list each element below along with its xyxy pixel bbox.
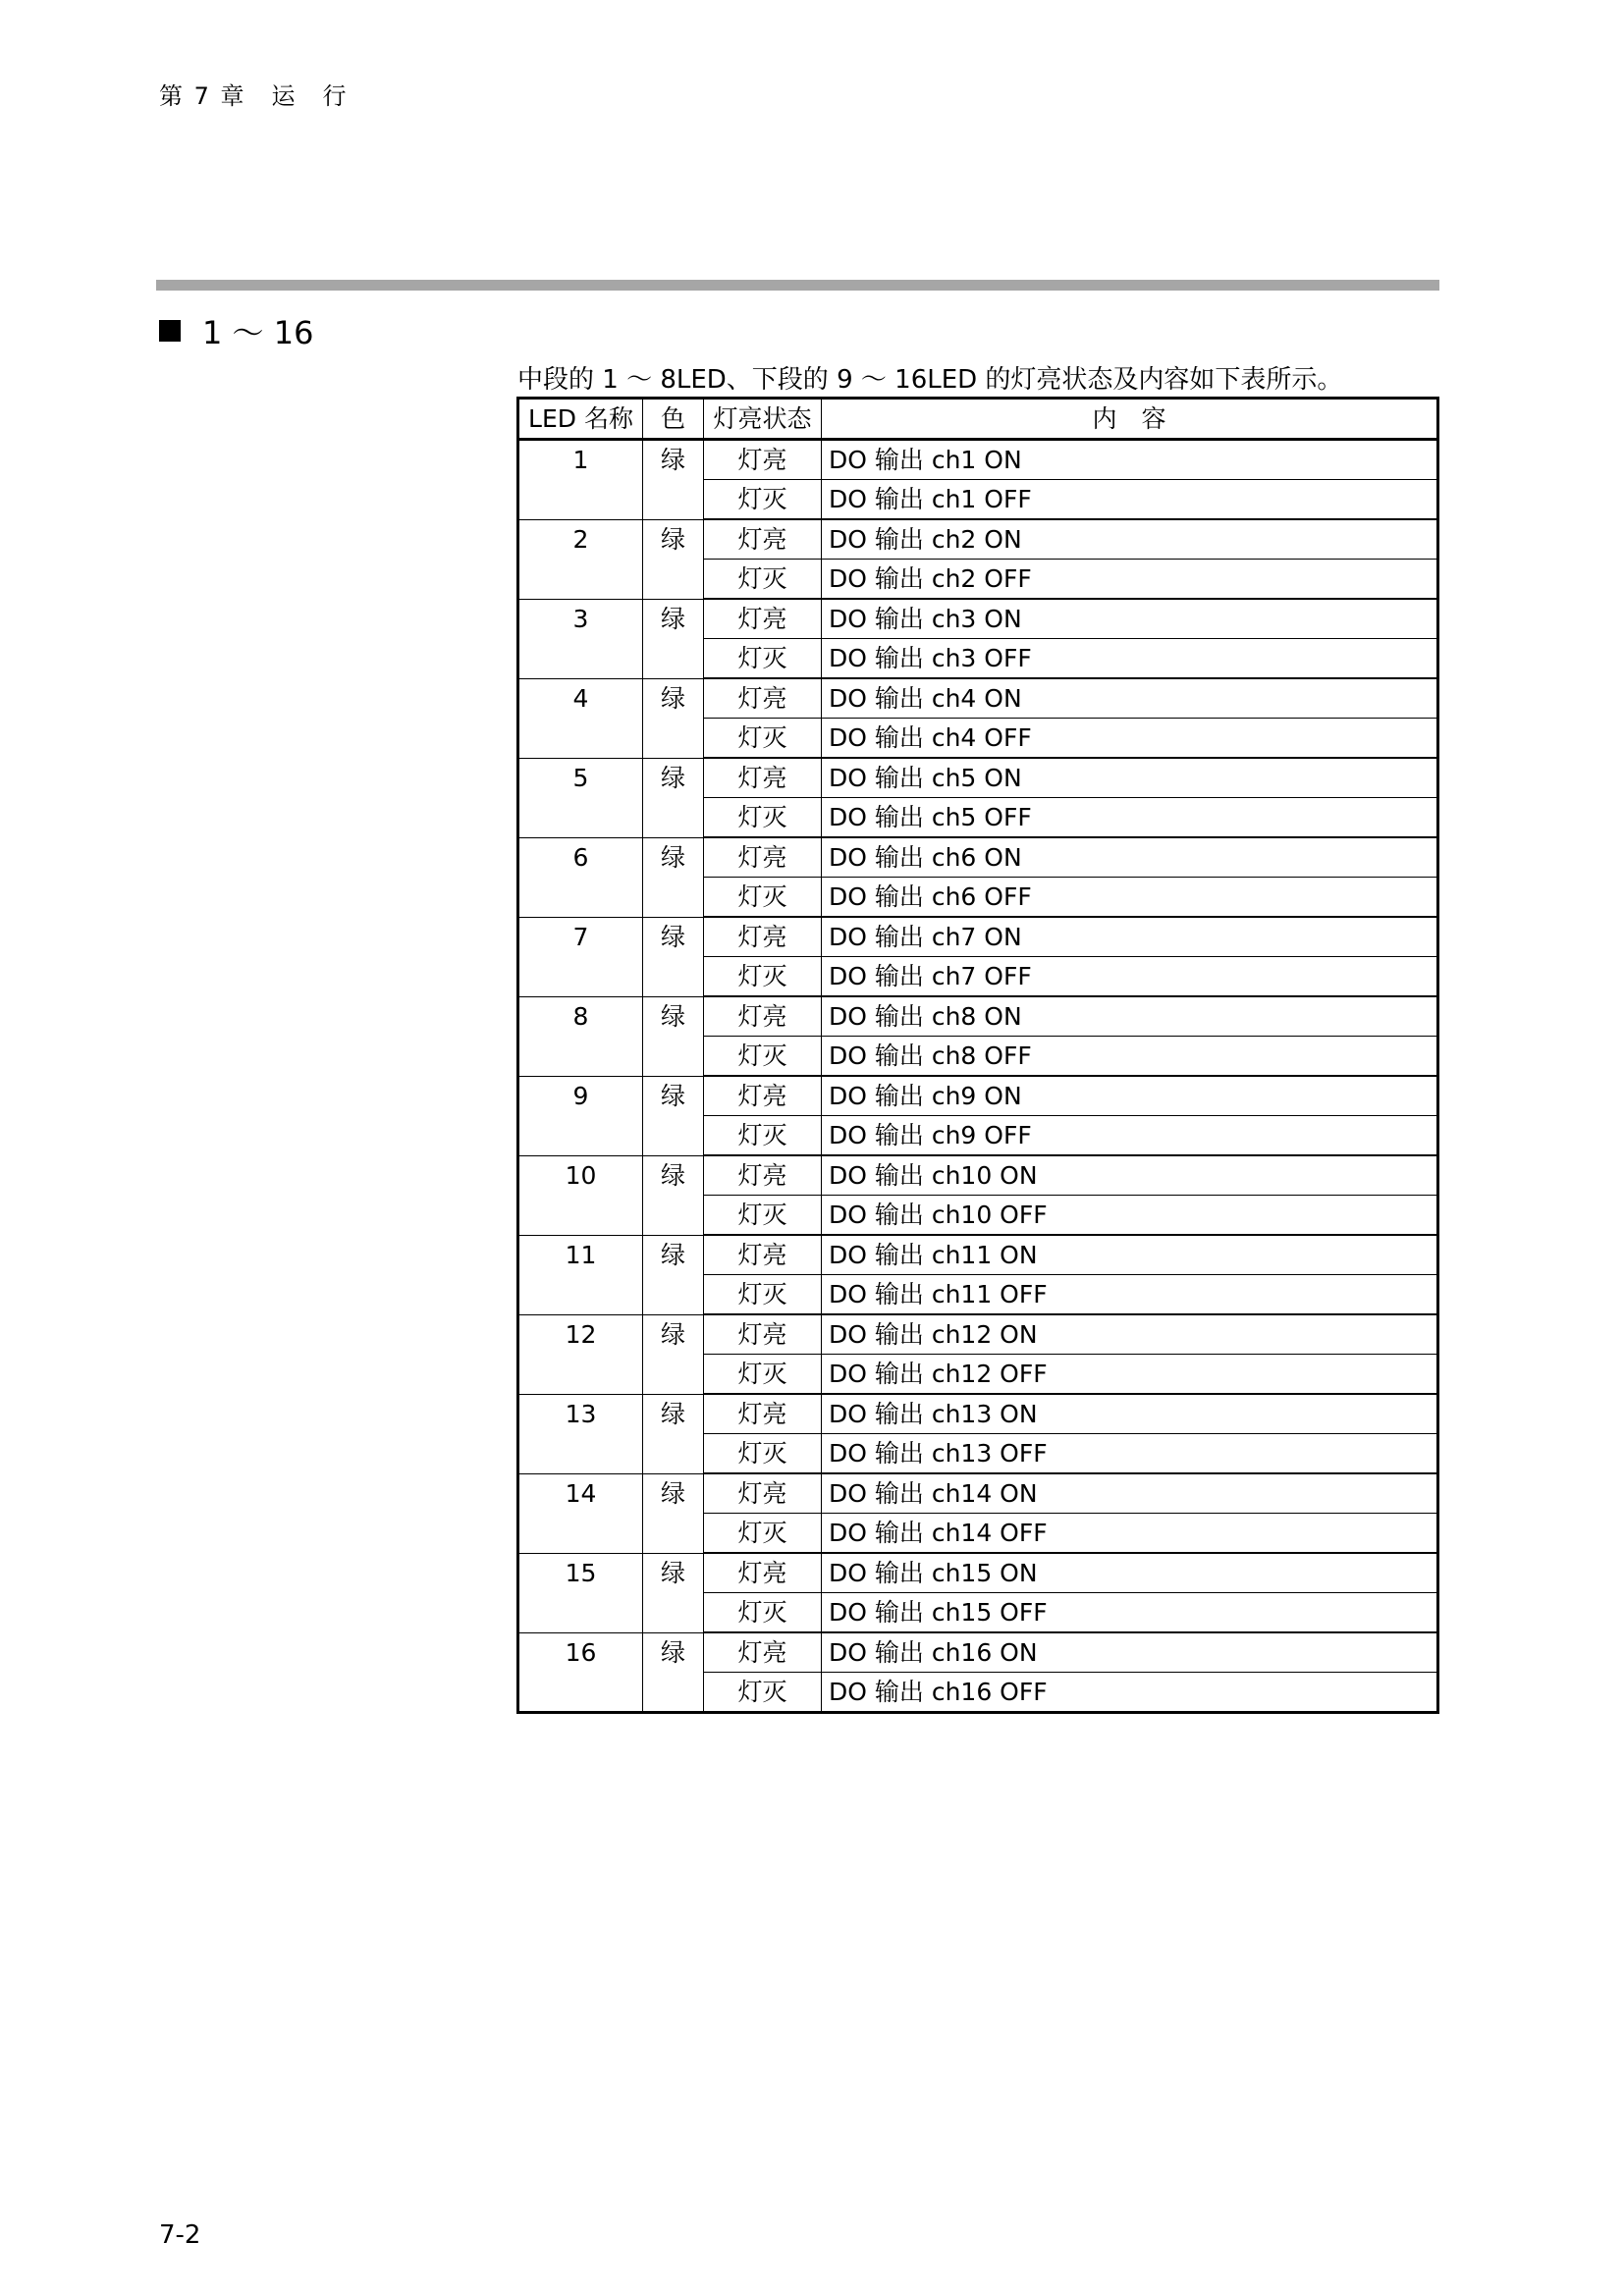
table-row [518,1473,1438,1514]
content-cell: DO 输出 ch5 OFF [822,798,1438,838]
state-cell: 灯亮 [704,1394,822,1434]
state-cell: 灯灭 [704,1434,822,1474]
content-cell: DO 输出 ch2 OFF [822,560,1438,600]
state-cell: 灯亮 [704,1632,822,1673]
content-cell: DO 输出 ch10 OFF [822,1196,1438,1236]
state-cell: 灯亮 [704,519,822,560]
state-cell: 灯亮 [704,1235,822,1275]
led-color-cell: 绿 [643,678,704,758]
header-content: 内 容 [822,399,1438,440]
section-title: 1 ～ 16 [202,314,314,351]
state-cell: 灯亮 [704,1314,822,1355]
state-cell: 灯灭 [704,957,822,997]
content-cell: DO 输出 ch7 ON [822,917,1438,957]
state-cell: 灯亮 [704,1076,822,1116]
state-cell: 灯灭 [704,798,822,838]
content-cell: DO 输出 ch7 OFF [822,957,1438,997]
content-cell: DO 输出 ch4 OFF [822,719,1438,759]
state-cell: 灯亮 [704,996,822,1037]
content-cell: DO 输出 ch3 OFF [822,639,1438,679]
content-cell: DO 输出 ch4 ON [822,678,1438,719]
content-cell: DO 输出 ch12 ON [822,1314,1438,1355]
square-bullet-icon [159,320,181,342]
content-cell: DO 输出 ch10 ON [822,1155,1438,1196]
led-name-cell: 11 [518,1235,643,1314]
state-cell: 灯灭 [704,1673,822,1713]
led-name-cell: 9 [518,1076,643,1155]
content-cell: DO 输出 ch1 OFF [822,480,1438,520]
led-color-cell: 绿 [643,1394,704,1473]
table-row [518,1632,1438,1673]
state-cell: 灯亮 [704,440,822,480]
state-cell: 灯灭 [704,560,822,600]
content-cell: DO 输出 ch12 OFF [822,1355,1438,1395]
led-status-table [516,397,1439,1714]
led-color-cell: 绿 [643,1632,704,1713]
state-cell: 灯亮 [704,1473,822,1514]
led-name-cell: 8 [518,996,643,1076]
led-color-cell: 绿 [643,758,704,837]
table-row [518,1394,1438,1434]
led-name-cell: 16 [518,1632,643,1713]
state-cell: 灯灭 [704,1037,822,1077]
content-cell: DO 输出 ch3 ON [822,599,1438,639]
led-name-cell: 12 [518,1314,643,1394]
state-cell: 灯亮 [704,1155,822,1196]
content-cell: DO 输出 ch14 ON [822,1473,1438,1514]
led-name-cell: 10 [518,1155,643,1235]
table-row [518,1314,1438,1355]
table-row [518,519,1438,560]
content-cell: DO 输出 ch6 ON [822,837,1438,878]
state-cell: 灯灭 [704,1514,822,1554]
table-row [518,1155,1438,1196]
content-cell: DO 输出 ch15 ON [822,1553,1438,1593]
led-color-cell: 绿 [643,996,704,1076]
table-row [518,917,1438,957]
led-color-cell: 绿 [643,599,704,678]
led-name-cell: 3 [518,599,643,678]
state-cell: 灯灭 [704,1116,822,1156]
header-state: 灯亮状态 [704,399,822,440]
content-cell: DO 输出 ch13 ON [822,1394,1438,1434]
led-name-cell: 5 [518,758,643,837]
content-cell: DO 输出 ch1 ON [822,440,1438,480]
led-color-cell: 绿 [643,1473,704,1553]
table-row [518,996,1438,1037]
table-row [518,1553,1438,1593]
state-cell: 灯亮 [704,678,822,719]
state-cell: 灯灭 [704,1593,822,1633]
led-color-cell: 绿 [643,1553,704,1632]
table-header-row [518,399,1438,440]
led-color-cell: 绿 [643,440,704,520]
state-cell: 灯灭 [704,878,822,918]
page-number: 7-2 [159,2220,201,2250]
state-cell: 灯灭 [704,639,822,679]
content-cell: DO 输出 ch11 ON [822,1235,1438,1275]
table-row [518,1235,1438,1275]
content-cell: DO 输出 ch5 ON [822,758,1438,798]
led-color-cell: 绿 [643,1155,704,1235]
state-cell: 灯灭 [704,1196,822,1236]
led-name-cell: 15 [518,1553,643,1632]
state-cell: 灯灭 [704,1275,822,1315]
led-name-cell: 14 [518,1473,643,1553]
led-name-cell: 6 [518,837,643,917]
chapter-header: 第 7 章 运 行 [159,82,349,110]
table-row [518,1076,1438,1116]
content-cell: DO 输出 ch6 OFF [822,878,1438,918]
led-color-cell: 绿 [643,917,704,996]
state-cell: 灯亮 [704,758,822,798]
section-heading [159,308,313,353]
table-body [518,440,1438,1713]
led-name-cell: 4 [518,678,643,758]
table-row [518,837,1438,878]
led-color-cell: 绿 [643,837,704,917]
led-name-cell: 13 [518,1394,643,1473]
state-cell: 灯亮 [704,1553,822,1593]
header-led-name: LED 名称 [518,399,643,440]
state-cell: 灯亮 [704,917,822,957]
content-cell: DO 输出 ch14 OFF [822,1514,1438,1554]
header-color: 色 [643,399,704,440]
content-cell: DO 输出 ch16 ON [822,1632,1438,1673]
led-name-cell: 2 [518,519,643,599]
state-cell: 灯亮 [704,599,822,639]
table-row [518,599,1438,639]
state-cell: 灯灭 [704,719,822,759]
led-color-cell: 绿 [643,1235,704,1314]
section-divider [156,280,1439,291]
state-cell: 灯亮 [704,837,822,878]
led-color-cell: 绿 [643,519,704,599]
content-cell: DO 输出 ch9 OFF [822,1116,1438,1156]
content-cell: DO 输出 ch13 OFF [822,1434,1438,1474]
state-cell: 灯灭 [704,480,822,520]
table-row [518,440,1438,480]
content-cell: DO 输出 ch2 ON [822,519,1438,560]
state-cell: 灯灭 [704,1355,822,1395]
led-name-cell: 1 [518,440,643,520]
content-cell: DO 输出 ch15 OFF [822,1593,1438,1633]
content-cell: DO 输出 ch11 OFF [822,1275,1438,1315]
table-row [518,758,1438,798]
content-cell: DO 输出 ch8 OFF [822,1037,1438,1077]
intro-text: 中段的 1 ～ 8LED、下段的 9 ～ 16LED 的灯亮状态及内容如下表所示。 [517,365,1343,395]
led-name-cell: 7 [518,917,643,996]
table-row [518,678,1438,719]
content-cell: DO 输出 ch16 OFF [822,1673,1438,1713]
content-cell: DO 输出 ch8 ON [822,996,1438,1037]
content-cell: DO 输出 ch9 ON [822,1076,1438,1116]
led-color-cell: 绿 [643,1314,704,1394]
led-color-cell: 绿 [643,1076,704,1155]
